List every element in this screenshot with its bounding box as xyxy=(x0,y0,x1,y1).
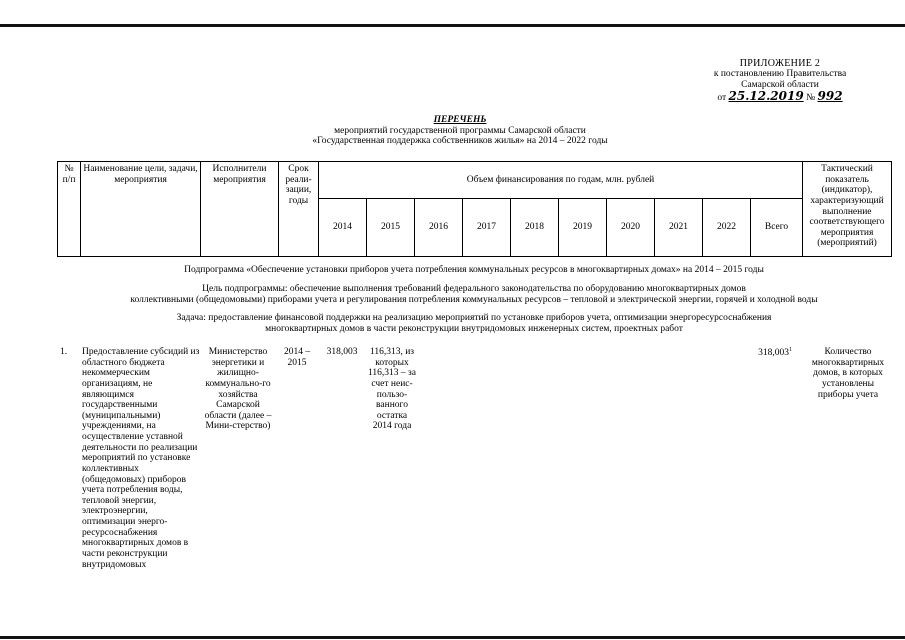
header-funding: Объем финансирования по годам, млн. рублей xyxy=(319,162,803,199)
row1-total xyxy=(750,347,800,359)
year-2020: 2020 xyxy=(607,199,655,257)
appendix-dateline xyxy=(680,90,880,104)
subprogram-title: Подпрограмма «Обеспечение установки приборов учета потребления коммунальных ресурсов в многоквартирных домах» на 2014 – 2015 годы xyxy=(184,265,764,275)
row1-term: 2014 – 2015 xyxy=(283,347,311,368)
row1-total-footnote: 1 xyxy=(788,347,792,353)
appendix-header: ПРИЛОЖЕНИЕ 2 xyxy=(739,58,821,69)
row1-value-2015: 116,313, из которых 116,313 – за счет неис-пользо-ванного остатка 2014 года xyxy=(368,347,416,432)
number-value: 992 xyxy=(817,89,843,104)
date-value: 25.12.2019 xyxy=(728,89,804,104)
header-name: Наименование цели, задачи, мероприятия xyxy=(81,162,201,257)
task-text xyxy=(57,313,891,334)
year-2017: 2017 xyxy=(463,199,511,257)
title-line1: ПЕРЕЧЕНЬ xyxy=(433,115,487,125)
year-2021: 2021 xyxy=(655,199,703,257)
year-2014: 2014 xyxy=(319,199,367,257)
header-executor: Исполнители мероприятия xyxy=(201,162,279,257)
appendix-line1: к постановлению Правительства xyxy=(713,69,847,80)
row1-value-2014: 318,003 xyxy=(326,347,358,357)
top-border-line xyxy=(0,24,905,27)
header-num: № п/п xyxy=(58,162,81,257)
row1-indicator: Количество многоквартирных домов, в которых установлены приборы учета xyxy=(811,347,885,400)
goal-line1: Цель подпрограммы: обеспечение выполнения требований федерального законодательства по оборудованию многоквартирных домов xyxy=(202,284,746,294)
goal-text xyxy=(57,284,891,305)
task-line1: Задача: предоставление финансовой поддержки на реализацию мероприятий по установке приборов учета, оптимизации энергоресурсоснабжения xyxy=(176,313,772,323)
year-total: Всего xyxy=(751,199,803,257)
header-indicator: Тактический показатель (индикатор), характеризующий выполнение соответствующего мероприятия (мероприятий) xyxy=(803,162,892,257)
year-2018: 2018 xyxy=(511,199,559,257)
title-line2: мероприятий государственной программы Самарской области xyxy=(334,125,586,136)
document-title xyxy=(200,115,720,147)
year-2022: 2022 xyxy=(703,199,751,257)
header-term: Срок реали-зации, годы xyxy=(279,162,319,257)
year-2015: 2015 xyxy=(367,199,415,257)
appendix-line2: Самарской области xyxy=(741,79,819,90)
bottom-border-line xyxy=(0,636,905,639)
title-line3: «Государственная поддержка собственников жилья» на 2014 – 2022 годы xyxy=(312,136,608,147)
year-2016: 2016 xyxy=(415,199,463,257)
date-prefix: от xyxy=(717,93,727,104)
appendix-block xyxy=(680,58,880,104)
header-table xyxy=(57,161,892,257)
number-prefix: № xyxy=(806,93,816,104)
row1-name: Предоставление субсидий из областного бюджета некоммерческим организациям, не являющимся государственными (муниципальными) учреждениями, на осуществление уставной деятельности по реализации мероприятий по установке коллективных (общедомовых) приборов учета потребления воды, тепловой энергии, электроэнергии, оптимизации энерго-ресурсоснабжения многоквартирных домов в части реконструкции внутридомовых xyxy=(82,347,200,570)
row1-executor: Министерство энергетики и жилищно-коммунально-го хозяйства Самарской области (далее – Мини-стерство) xyxy=(204,347,272,432)
year-2019: 2019 xyxy=(559,199,607,257)
goal-line2: коллективными (общедомовыми) приборами учета и регулирования потребления коммунальных ресурсов – тепловой и электрической энергии, горячей и холодной воды xyxy=(130,294,818,305)
row1-total-value: 318,003 xyxy=(758,348,789,359)
task-line2: многоквартирных домов в части реконструкции внутридомовых инженерных систем, проектных работ xyxy=(265,323,683,334)
row1-num: 1. xyxy=(60,347,68,357)
